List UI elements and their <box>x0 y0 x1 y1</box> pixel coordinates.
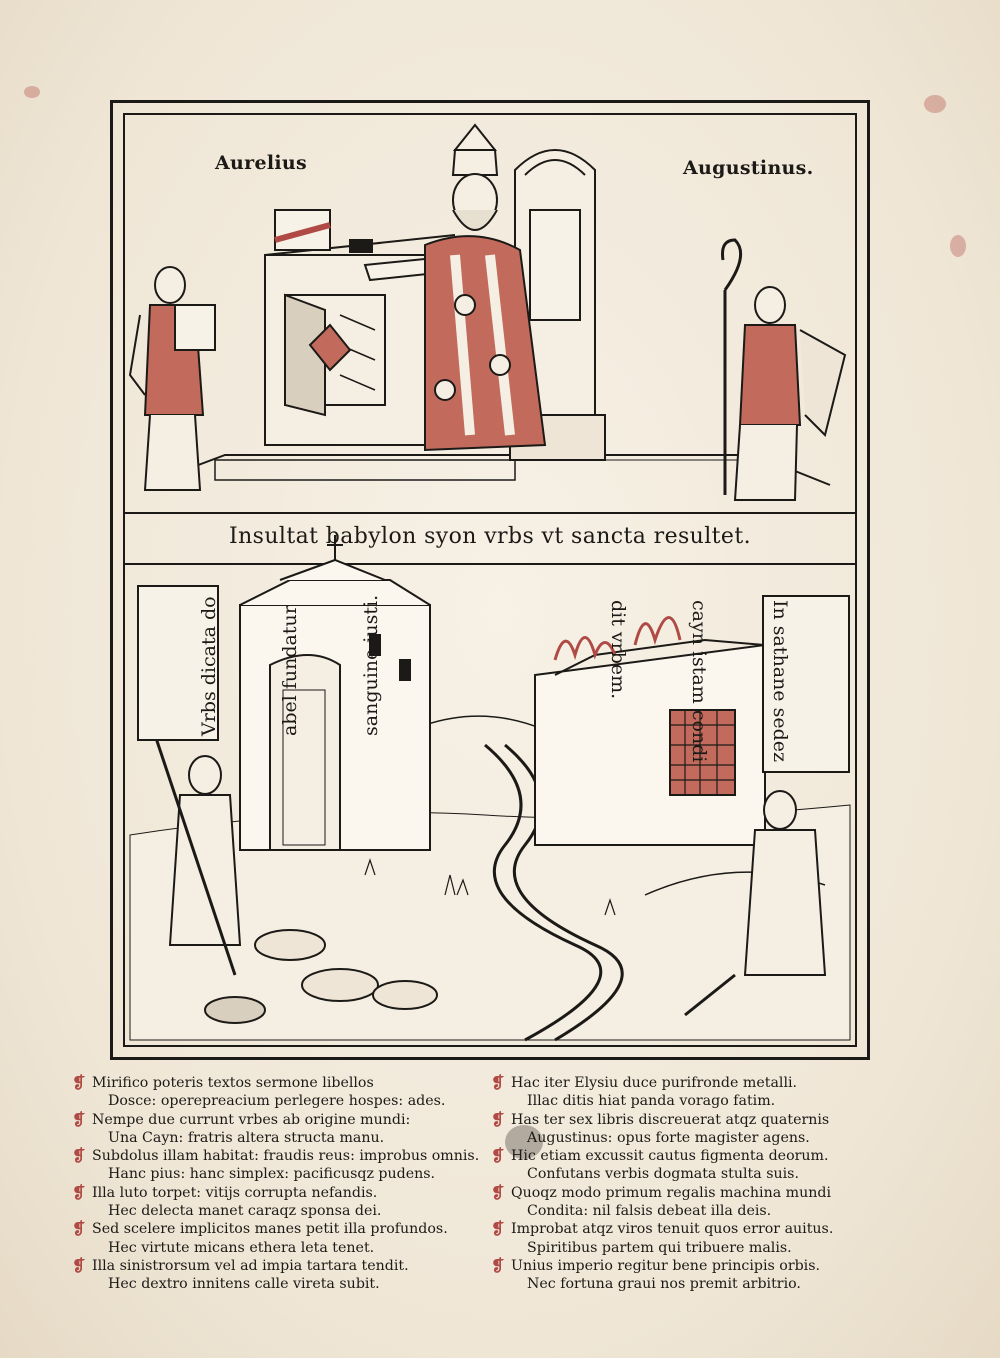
verse-text: Una Cayn: fratris altera structa manu. <box>108 1129 385 1146</box>
verse-line <box>86 1092 491 1110</box>
verse-text: Dosce: operepreacium perlegere hospes: ades. <box>108 1093 446 1110</box>
red-stain <box>950 235 966 257</box>
verse-text: Mirifico poteris textos sermone libellos <box>92 1075 374 1091</box>
left-name-label: Aurelius <box>215 152 308 174</box>
verse-line <box>72 1146 491 1166</box>
rubric-mark-icon: ❡ <box>72 1073 86 1092</box>
right-name-label: Augustinus. <box>683 157 814 179</box>
rubric-mark-icon: ❡ <box>491 1182 505 1202</box>
left-banner-line: abel fundatur <box>279 605 301 736</box>
verse-text: Sed scelere implicitos manes petit illa profundos. <box>92 1221 448 1238</box>
verse-text: Condita: nil falsis debeat illa deis. <box>527 1203 772 1220</box>
verse-line <box>86 1275 491 1293</box>
verse-text: Illa luto torpet: vitijs corrupta nefandis. <box>92 1184 378 1201</box>
verse-line <box>72 1073 491 1092</box>
rubric-mark-icon: ❡ <box>491 1255 505 1275</box>
verse-line <box>72 1219 491 1239</box>
red-stain <box>24 86 40 98</box>
right-banner-line: cayn istam condi <box>688 600 710 763</box>
left-banner-line: Vrbs dicata do <box>198 596 220 736</box>
verse-line <box>491 1073 885 1092</box>
verse-text: Nec fortuna graui nos premit arbitrio. <box>527 1276 801 1293</box>
left-banner-text <box>142 595 439 736</box>
verse-text: Quoqz modo primum regalis machina mundi <box>511 1184 832 1201</box>
verse-text: Illa sinistrorsum vel ad impia tartara tendit. <box>92 1257 409 1274</box>
verse-text: Hec delecta manet caraqz sponsa dei. <box>108 1203 382 1220</box>
verse-line <box>72 1255 491 1275</box>
verse-line <box>491 1255 885 1275</box>
right-banner-line: In sathane sedez <box>769 600 791 762</box>
rubric-mark-icon: ❡ <box>491 1109 505 1129</box>
right-banner-line: dit vrbem. <box>607 600 629 700</box>
verse-line <box>86 1239 491 1257</box>
verse-line <box>72 1109 491 1129</box>
rubric-mark-icon: ❡ <box>72 1146 86 1166</box>
verse-line <box>505 1202 885 1220</box>
verse-text: Hac iter Elysiu duce purifronde metalli. <box>511 1075 798 1091</box>
rubric-mark-icon: ❡ <box>491 1219 505 1239</box>
verse-text: Augustinus: opus forte magister agens. <box>527 1129 810 1146</box>
verses-right-column <box>491 1073 885 1294</box>
verse-text: Subdolus illam habitat: fraudis reus: improbus omnis. <box>92 1148 480 1165</box>
verse-text: Improbat atqz viros tenuit quos error auitus. <box>511 1221 834 1238</box>
left-banner-line: sanguine iusti. <box>360 594 382 736</box>
verse-text: Nempe due currunt vrbes ab origine mundi: <box>92 1111 411 1128</box>
verse-text: Confutans verbis dogmata stulta suis. <box>527 1166 799 1183</box>
motto-line: Insultat babylon syon vrbs vt sancta resultet. <box>229 524 751 549</box>
verse-line <box>86 1165 491 1183</box>
rubric-mark-icon: ❡ <box>491 1146 505 1166</box>
verse-text: Hanc pius: hanc simplex: pacificusqz pudens. <box>108 1166 436 1183</box>
verse-text: Unius imperio regitur bene principis orbis. <box>511 1257 821 1274</box>
verse-line <box>86 1129 491 1147</box>
verse-text: Illac ditis hiat panda vorago fatim. <box>527 1093 776 1110</box>
verse-line <box>505 1239 885 1257</box>
right-banner-text <box>550 600 847 762</box>
woodcut-illustration <box>125 115 855 1045</box>
verse-line <box>505 1092 885 1110</box>
verse-line <box>72 1182 491 1202</box>
verse-line <box>491 1182 885 1202</box>
verse-line <box>491 1109 885 1129</box>
verse-text: Has ter sex libris discreuerat atqz quaternis <box>511 1111 830 1128</box>
verse-line <box>505 1165 885 1183</box>
rubric-mark-icon: ❡ <box>72 1255 86 1275</box>
verse-text: Hec virtute micans ethera leta tenet. <box>108 1239 375 1256</box>
verses-left-column <box>72 1073 491 1294</box>
rubric-mark-icon: ❡ <box>72 1219 86 1239</box>
rubric-mark-icon: ❡ <box>72 1182 86 1202</box>
rubric-mark-icon: ❡ <box>72 1109 86 1129</box>
verse-line <box>505 1129 885 1147</box>
verse-line <box>505 1275 885 1293</box>
red-stain <box>924 95 946 113</box>
verse-line <box>86 1202 491 1220</box>
verse-text: Spiritibus partem qui tribuere malis. <box>527 1239 792 1256</box>
verse-line <box>491 1219 885 1239</box>
verse-text: Hec dextro innitens calle vireta subit. <box>108 1276 380 1293</box>
rubric-mark-icon: ❡ <box>491 1073 505 1092</box>
verse-line <box>491 1146 885 1166</box>
verse-text: Hic etiam excussit cautus figmenta deorum. <box>511 1148 829 1165</box>
